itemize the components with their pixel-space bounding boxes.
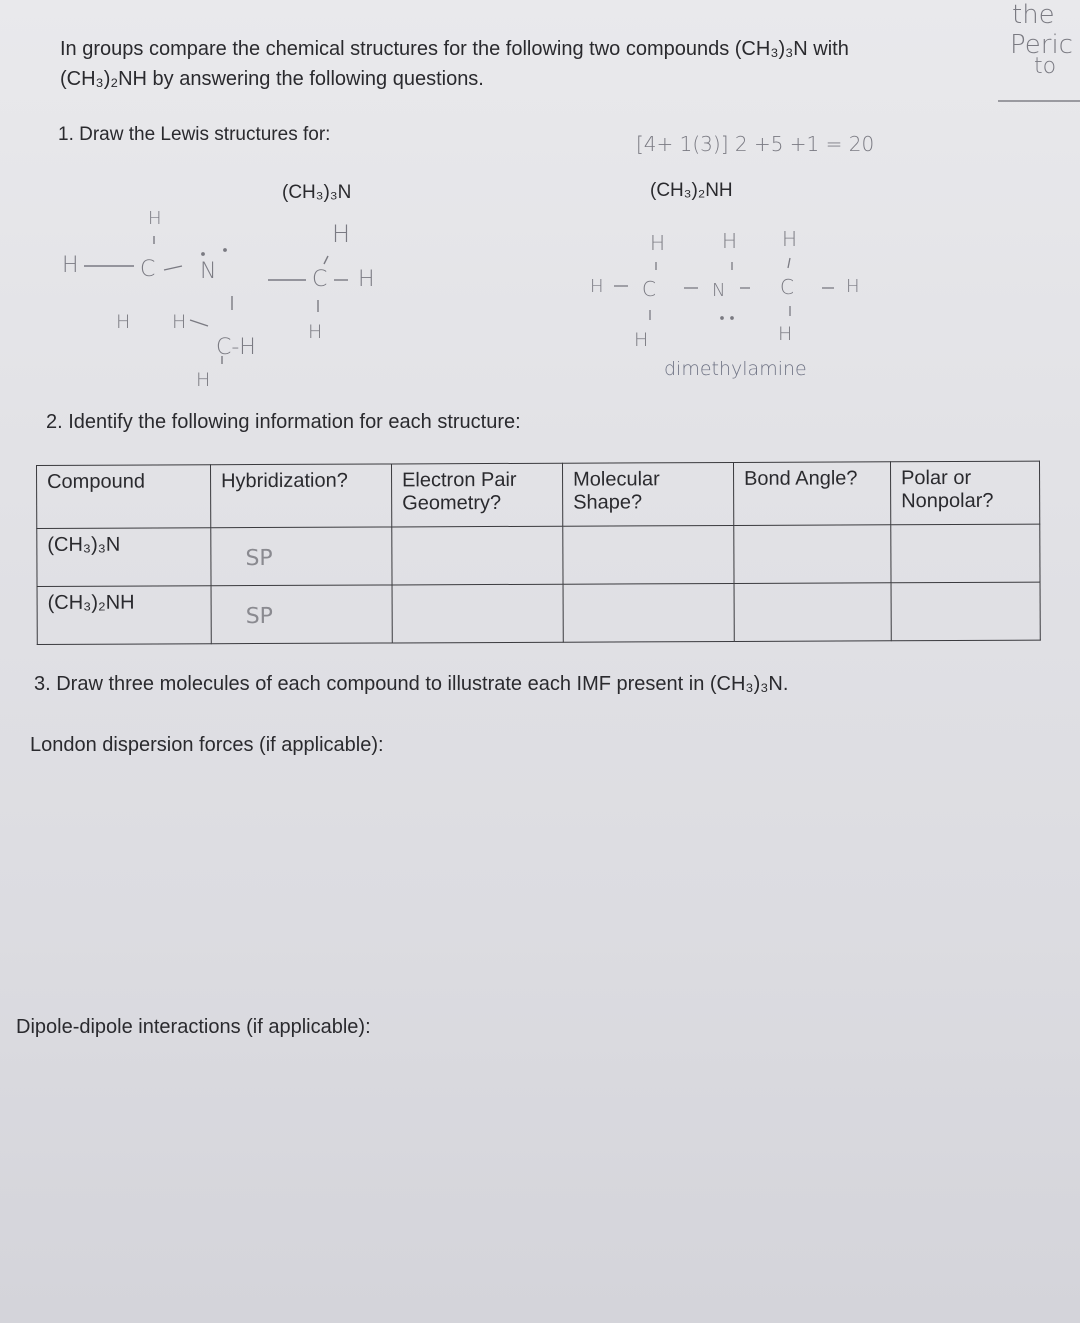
compound-a-heading: (CH₃)₃N bbox=[282, 182, 352, 203]
header-hybridization: Hybridization? bbox=[211, 464, 392, 528]
compound-b-heading: (CH₃)₂NH bbox=[650, 180, 733, 201]
svg-text:C: C bbox=[140, 257, 156, 282]
svg-text:H: H bbox=[722, 229, 738, 253]
table-row bbox=[37, 524, 1040, 586]
svg-text:H: H bbox=[196, 369, 211, 391]
lewis-structure-dimethylamine bbox=[590, 227, 860, 351]
svg-text:H: H bbox=[116, 311, 131, 333]
header-polarity: Polar or Nonpolar? bbox=[890, 461, 1039, 525]
dimethylamine-name-note: dimethylamine bbox=[664, 358, 807, 380]
header-electron-geometry: Electron Pair Geometry? bbox=[391, 463, 562, 527]
london-dispersion-label: London dispersion forces (if applicable): bbox=[30, 734, 384, 756]
bond-angle-cell[interactable] bbox=[734, 583, 891, 642]
svg-text:H: H bbox=[782, 227, 798, 251]
electron-count-note: [4+ 1(3)] 2 +5 +1 = 20 bbox=[636, 132, 875, 156]
corner-note-line1: the bbox=[1012, 0, 1055, 30]
intro-line1: In groups compare the chemical structures for the following two compounds (CH₃)₃N with bbox=[60, 38, 849, 60]
svg-text:H: H bbox=[846, 276, 860, 297]
bond-angle-cell[interactable] bbox=[734, 525, 891, 584]
shape-cell[interactable] bbox=[563, 525, 734, 584]
header-bond-angle: Bond Angle? bbox=[733, 462, 890, 526]
row-compound-cell: (CH₃)₂NH bbox=[37, 586, 211, 645]
svg-text:H: H bbox=[590, 276, 604, 297]
geometry-cell[interactable] bbox=[392, 526, 563, 585]
corner-note-line3: to bbox=[1034, 54, 1057, 79]
header-compound: Compound bbox=[37, 465, 211, 529]
svg-text:N: N bbox=[712, 280, 726, 301]
hybridization-cell[interactable] bbox=[211, 585, 392, 644]
dipole-dipole-label: Dipole-dipole interactions (if applicable): bbox=[16, 1016, 371, 1038]
header-molecular-shape: Molecular Shape? bbox=[562, 462, 733, 526]
hybridization-answer: SP bbox=[245, 545, 273, 572]
question-1-label: 1. Draw the Lewis structures for: bbox=[58, 124, 331, 145]
intro-line2: (CH₃)₂NH by answering the following questions. bbox=[60, 68, 484, 90]
svg-text:H: H bbox=[172, 311, 187, 333]
svg-text:C-H: C-H bbox=[216, 335, 256, 360]
svg-text:H: H bbox=[332, 220, 351, 248]
polarity-cell[interactable] bbox=[891, 582, 1040, 641]
svg-text:C: C bbox=[642, 277, 656, 301]
svg-text:C: C bbox=[312, 267, 328, 292]
svg-text:H: H bbox=[778, 323, 793, 345]
table-row bbox=[37, 582, 1040, 644]
shape-cell[interactable] bbox=[563, 583, 734, 642]
table-header-row bbox=[37, 461, 1040, 528]
row-compound-cell: (CH₃)₃N bbox=[37, 528, 211, 587]
structure-info-table bbox=[36, 461, 1041, 645]
svg-text:H: H bbox=[148, 208, 162, 229]
question-2-label: 2. Identify the following information for each structure: bbox=[46, 411, 521, 433]
svg-text:H: H bbox=[358, 267, 375, 292]
svg-text:H: H bbox=[308, 321, 323, 343]
svg-text:N: N bbox=[200, 259, 217, 284]
svg-text:H: H bbox=[650, 231, 666, 255]
geometry-cell[interactable] bbox=[392, 584, 563, 643]
svg-text:H: H bbox=[62, 253, 79, 278]
corner-note-line2: Peric bbox=[1010, 30, 1073, 60]
question-3-label: 3. Draw three molecules of each compound to illustrate each IMF present in (CH₃)₃N. bbox=[34, 673, 789, 695]
svg-text:C: C bbox=[780, 275, 794, 299]
polarity-cell[interactable] bbox=[891, 524, 1040, 583]
lewis-structure-trimethylamine bbox=[62, 208, 375, 391]
lewis-structures-drawing bbox=[0, 0, 1080, 420]
hybridization-cell[interactable] bbox=[211, 527, 392, 586]
svg-text:H: H bbox=[634, 329, 649, 351]
hybridization-answer: SP bbox=[245, 603, 273, 630]
